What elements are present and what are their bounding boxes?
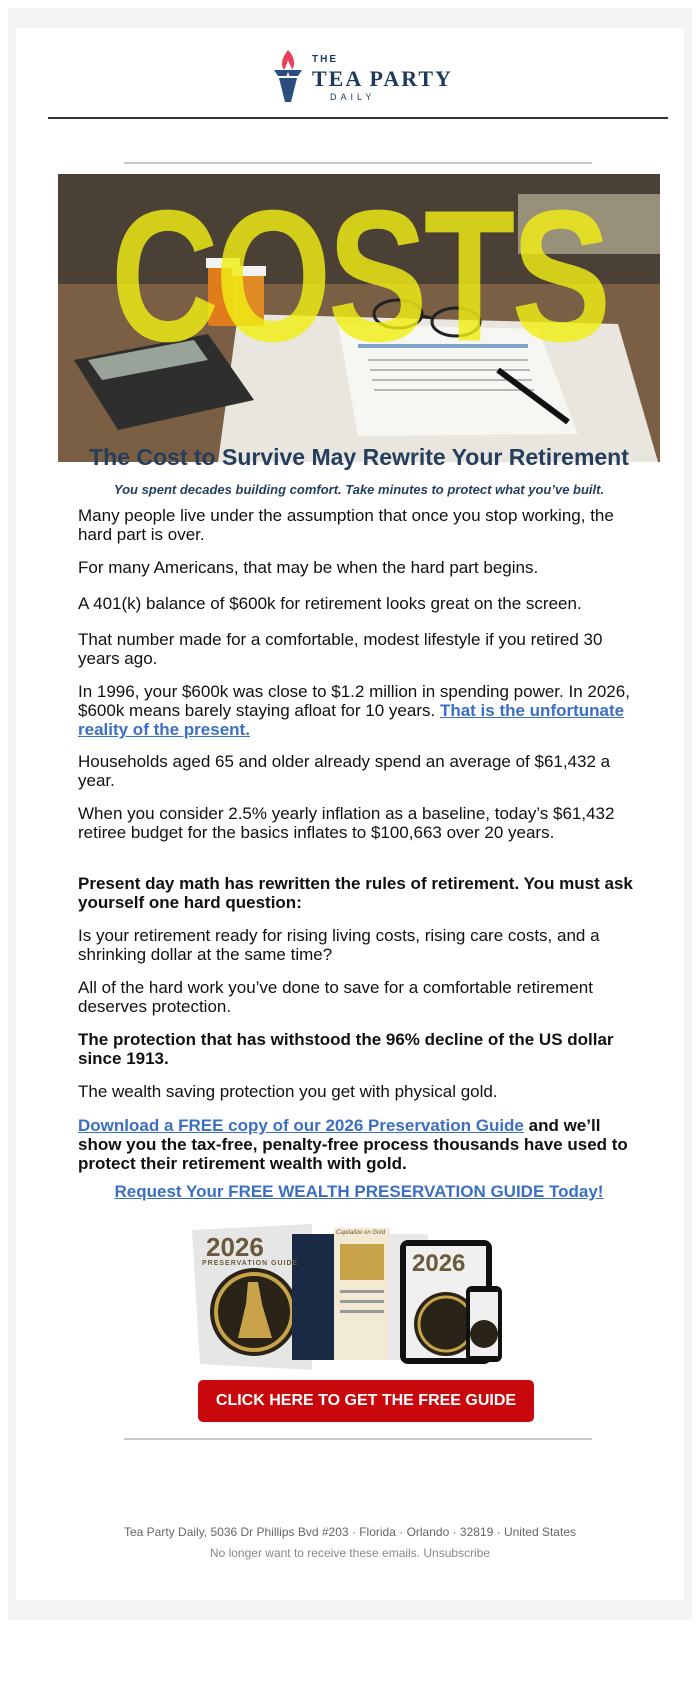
paragraph-5 bbox=[78, 682, 648, 739]
paragraph-13-text: and we’ll show you the tax-free, penalty-free process thousands have used to protect their retirement wealth with gold. bbox=[78, 1116, 628, 1173]
reality-link[interactable]: That is the unfortunate reality of the present. bbox=[78, 701, 625, 739]
logo-the: THE bbox=[312, 54, 338, 65]
paragraph-4: That number made for a comfortable, modest lifestyle if you retired 30 years ago. bbox=[78, 630, 603, 668]
paragraph-8: Present day math has rewritten the rules of retirement. You must ask yourself one hard question: bbox=[78, 874, 633, 912]
paragraph-10: All of the hard work you’ve done to save for a comfortable retirement deserves protection. bbox=[78, 978, 593, 1016]
guide-book-title: Capitalize on Gold bbox=[336, 1230, 386, 1236]
paragraph-13 bbox=[78, 1116, 648, 1173]
torch-icon bbox=[268, 48, 308, 104]
logo[interactable] bbox=[268, 48, 458, 106]
article-headline: The Cost to Survive May Rewrite Your Retirement bbox=[89, 444, 629, 470]
paragraph-2: For many Americans, that may be when the hard part begins. bbox=[78, 558, 539, 577]
unsubscribe-link[interactable]: Unsubscribe bbox=[423, 1546, 491, 1560]
footer-unsubscribe bbox=[0, 1546, 700, 1560]
unsubscribe-text: No longer want to receive these emails. bbox=[209, 1546, 421, 1560]
guide-label: PRESERVATION GUIDE bbox=[202, 1260, 299, 1267]
guide-tablet-year: 2026 bbox=[412, 1250, 466, 1277]
paragraph-1: Many people live under the assumption that once you stop working, the hard part is over. bbox=[78, 506, 614, 544]
paragraph-7: When you consider 2.5% yearly inflation as a baseline, today’s $61,432 retiree budget for the basics inflates to $100,663 over 20 years. bbox=[78, 804, 615, 842]
logo-title: TEA PARTY bbox=[312, 66, 453, 91]
header-divider bbox=[48, 117, 668, 119]
top-divider bbox=[124, 162, 592, 164]
hero-headline-word: COSTS bbox=[110, 174, 608, 381]
get-free-guide-button[interactable]: CLICK HERE TO GET THE FREE GUIDE bbox=[198, 1380, 534, 1422]
email-outer bbox=[8, 8, 692, 1620]
email-card bbox=[16, 28, 684, 1600]
logo-daily: DAILY bbox=[330, 92, 376, 102]
guide-image[interactable] bbox=[192, 1220, 548, 1372]
hero-image[interactable] bbox=[58, 174, 660, 462]
paragraph-6: Households aged 65 and older already spend an average of $61,432 a year. bbox=[78, 752, 611, 790]
article-subhead: You spent decades building comfort. Take minutes to protect what you’ve built. bbox=[113, 482, 605, 497]
paragraph-9: Is your retirement ready for rising living costs, rising care costs, and a shrinking dollar at the same time? bbox=[78, 926, 600, 964]
footer-address: Tea Party Daily, 5036 Dr Phillips Bvd #203 · Florida · Orlando · 32819 · United States bbox=[124, 1525, 576, 1539]
paragraph-3: A 401(k) balance of $600k for retirement looks great on the screen. bbox=[78, 594, 582, 613]
paragraph-12: The wealth saving protection you get with physical gold. bbox=[78, 1082, 498, 1101]
download-guide-link[interactable]: Download a FREE copy of our 2026 Preservation Guide bbox=[78, 1116, 524, 1135]
guide-year: 2026 bbox=[206, 1232, 264, 1262]
bottom-divider bbox=[124, 1438, 592, 1440]
request-guide-link[interactable]: Request Your FREE WEALTH PRESERVATION GUIDE Today! bbox=[114, 1182, 604, 1201]
paragraph-11: The protection that has withstood the 96% decline of the US dollar since 1913. bbox=[78, 1030, 614, 1068]
paragraph-5-text: In 1996, your $600k was close to $1.2 million in spending power. In 2026, $600k means barely staying afloat for 10 years. bbox=[78, 682, 630, 720]
